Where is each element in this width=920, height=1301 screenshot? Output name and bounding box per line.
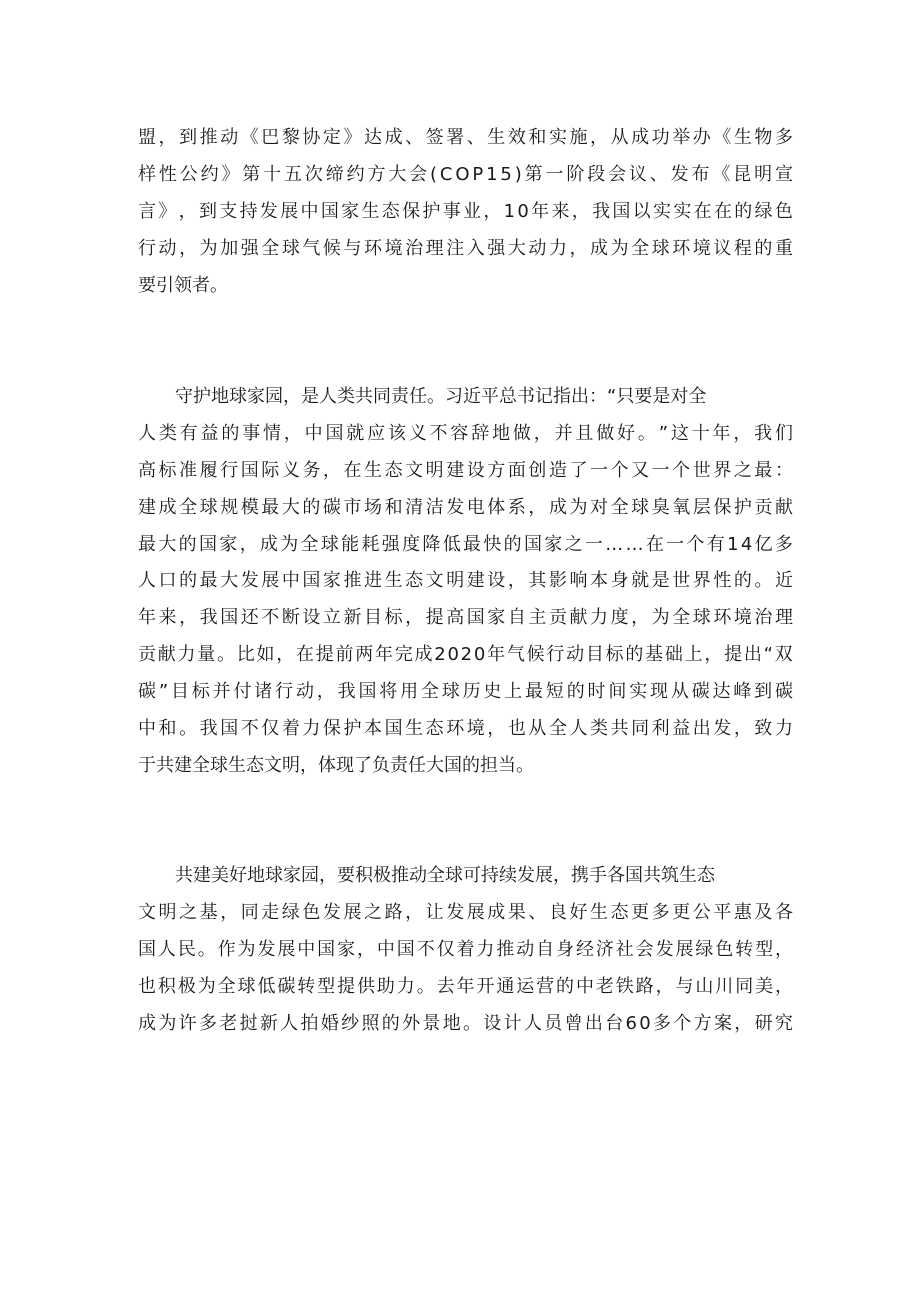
text-line: 碳 ” 目 标 并 付 诸 行 动 ， 我 国 将 用 全 球 历 史 上 最 短 的 时 间 实 现 从 碳 达 峰 到 碳 [138,681,793,703]
text-line: 成 为 许 多 老 挝 新 人 拍 婚 纱 照 的 外 景 地 。 设 计 人 员 曾 出 台 6 0 多 个 方 案 ， 研 究 [138,1012,793,1034]
text-line: 言 》 ， 到 支 持 发 展 中 国 家 生 态 保 护 事 业 ， 1 0 年 来 ， 我 国 以 实 实 在 在 的 绿 色 [138,200,793,222]
paragraph-1 [138,120,793,304]
text-line: 中 和 。 我 国 不 仅 着 力 保 护 本 国 生 态 环 境 ， 也 从 全 人 类 共 同 利 益 出 发 ， 致 力 [138,718,793,740]
text-line: 于共建全球生态文明，体现了负责任大国的担当。 [138,754,534,776]
text-line: 人 类 有 益 的 事 情 ， 中 国 就 应 该 义 不 容 辞 地 做 ， 并 且 做 好 。 ” 这 十 年 ， 我 们 [138,422,793,444]
text-line: 守护地球家园，是人类共同责任。习近平总书记指出：“只要是对全 [175,386,707,407]
text-line: 国 人 民 。 作 为 发 展 中 国 家 ， 中 国 不 仅 着 力 推 动 自 身 经 济 社 会 发 展 绿 色 转 型 ， [138,938,793,960]
paragraph-2 [138,379,793,785]
text-line: 盟 ， 到 推 动 《 巴 黎 协 定 》 达 成 、 签 署 、 生 效 和 实 施 ， 从 成 功 举 办 《 生 物 多 [138,127,793,148]
paragraph-3 [138,858,793,1042]
text-line: 文 明 之 基 ， 同 走 绿 色 发 展 之 路 ， 让 发 展 成 果 、 良 好 生 态 更 多 更 公 平 惠 及 各 [138,901,793,923]
text-line: 贡 献 力 量 。 比 如 ， 在 提 前 两 年 完 成 2 0 2 0 年 气 候 行 动 目 标 的 基 础 上 ， 提 出 “ 双 [138,644,793,666]
text-line: 也 积 极 为 全 球 低 碳 转 型 提 供 助 力 。 去 年 开 通 运 营 的 中 老 铁 路 ， 与 山 川 同 美 ， [138,975,793,997]
text-line: 要引领者。 [138,274,228,296]
text-line: 最 大 的 国 家 ， 成 为 全 球 能 耗 强 度 降 低 最 快 的 国 家 之 一 … … 在 一 个 有 1 4 亿 多 [138,533,793,555]
text-line: 高 标 准 履 行 国 际 义 务 ， 在 生 态 文 明 建 设 方 面 创 造 了 一 个 又 一 个 世 界 之 最 ： [138,459,793,481]
text-line: 年 来 ， 我 国 还 不 断 设 立 新 目 标 ， 提 高 国 家 自 主 贡 献 力 度 ， 为 全 球 环 境 治 理 [138,607,793,629]
text-line: 建 成 全 球 规 模 最 大 的 碳 市 场 和 清 洁 发 电 体 系 ， 成 为 对 全 球 臭 氧 层 保 护 贡 献 [138,496,793,518]
text-line: 样 性 公 约 》 第 十 五 次 缔 约 方 大 会 ( C O P 1 5 ) 第 一 阶 段 会 议 、 发 布 《 昆 明 宣 [138,163,793,185]
text-line: 行 动 ， 为 加 强 全 球 气 候 与 环 境 治 理 注 入 强 大 动 力 ， 成 为 全 球 环 境 议 程 的 重 [138,237,793,259]
text-line: 共建美好地球家园，要积极推动全球可持续发展，携手各国共筑生态 [175,865,715,886]
text-line: 人 口 的 最 大 发 展 中 国 家 推 进 生 态 文 明 建 设 ， 其 影 响 本 身 就 是 世 界 性 的 。 近 [138,570,793,592]
